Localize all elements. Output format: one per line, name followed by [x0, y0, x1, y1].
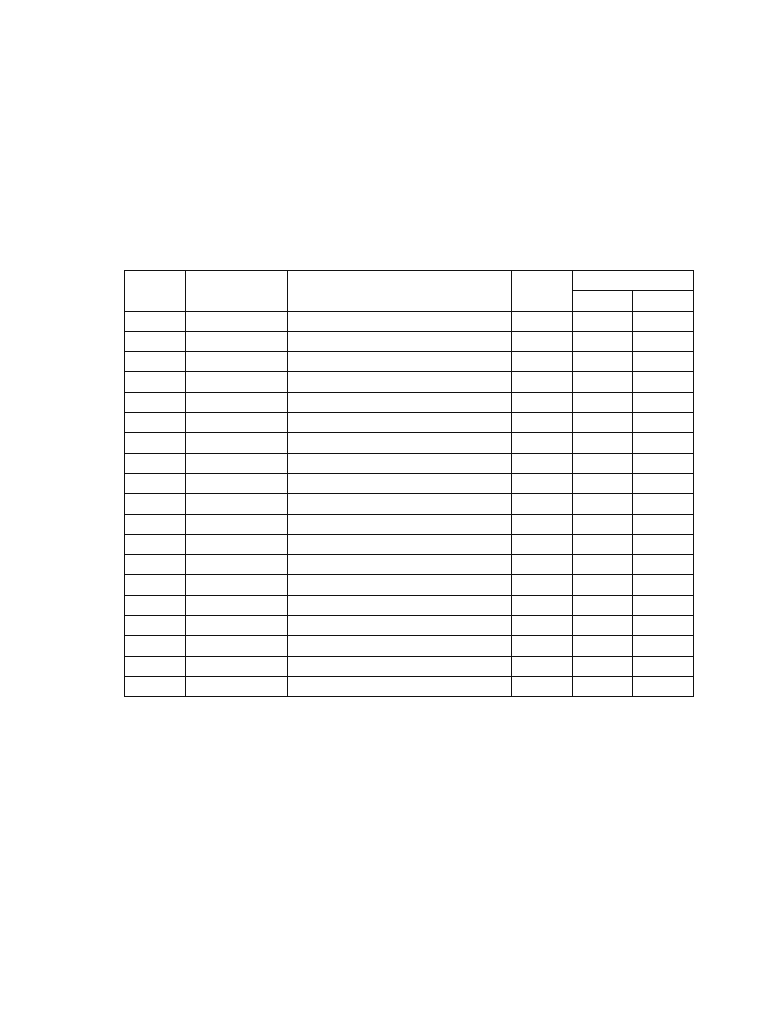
table-row	[125, 656, 694, 676]
cell-no	[125, 494, 186, 514]
cell-ketr	[633, 494, 694, 514]
cell-ketr	[633, 433, 694, 453]
header-no-induk	[186, 271, 288, 312]
cell-nama	[288, 494, 512, 514]
cell-no	[125, 676, 186, 696]
cell-lp	[512, 676, 573, 696]
cell-no-induk	[186, 352, 288, 372]
cell-nama	[288, 616, 512, 636]
cell-nama	[288, 352, 512, 372]
table-row	[125, 636, 694, 656]
cell-pengt	[573, 656, 633, 676]
table-row	[125, 331, 694, 351]
cell-nama	[288, 433, 512, 453]
meta-kkm	[124, 229, 286, 245]
table-row	[125, 514, 694, 534]
header-no	[125, 271, 186, 312]
grades-table	[124, 270, 694, 697]
cell-ketr	[633, 311, 694, 331]
cell-pengt	[573, 595, 633, 615]
cell-lp	[512, 331, 573, 351]
cell-no-induk	[186, 453, 288, 473]
cell-nama	[288, 453, 512, 473]
table-row	[125, 433, 694, 453]
cell-no	[125, 311, 186, 331]
cell-pengt	[573, 473, 633, 493]
cell-pengt	[573, 534, 633, 554]
table-row	[125, 555, 694, 575]
cell-lp	[512, 352, 573, 372]
cell-nama	[288, 676, 512, 696]
cell-no-induk	[186, 514, 288, 534]
header-ketr	[633, 291, 694, 311]
cell-nama	[288, 636, 512, 656]
cell-ketr	[633, 595, 694, 615]
cell-no-induk	[186, 575, 288, 595]
cell-no-induk	[186, 595, 288, 615]
cell-pengt	[573, 392, 633, 412]
cell-no	[125, 413, 186, 433]
cell-ketr	[633, 453, 694, 473]
cell-lp	[512, 555, 573, 575]
cell-no-induk	[186, 473, 288, 493]
cell-no	[125, 616, 186, 636]
table-row	[125, 311, 694, 331]
cell-no-induk	[186, 636, 288, 656]
table-header-row	[125, 271, 694, 291]
cell-ketr	[633, 413, 694, 433]
cell-lp	[512, 311, 573, 331]
cell-nama	[288, 392, 512, 412]
cell-pengt	[573, 352, 633, 372]
cell-no	[125, 555, 186, 575]
cell-ketr	[633, 392, 694, 412]
cell-ketr	[633, 656, 694, 676]
header-nama	[288, 271, 512, 312]
cell-lp	[512, 392, 573, 412]
table-row	[125, 392, 694, 412]
table-row	[125, 352, 694, 372]
cell-no-induk	[186, 392, 288, 412]
cell-pengt	[573, 555, 633, 575]
cell-no	[125, 514, 186, 534]
cell-nama	[288, 534, 512, 554]
cell-ketr	[633, 575, 694, 595]
cell-pengt	[573, 575, 633, 595]
cell-no	[125, 352, 186, 372]
header-pengt	[573, 291, 633, 311]
cell-ketr	[633, 555, 694, 575]
cell-no	[125, 331, 186, 351]
cell-ketr	[633, 372, 694, 392]
cell-no-induk	[186, 676, 288, 696]
cell-no-induk	[186, 656, 288, 676]
cell-pengt	[573, 616, 633, 636]
cell-pengt	[573, 676, 633, 696]
cell-ketr	[633, 616, 694, 636]
cell-no	[125, 372, 186, 392]
cell-nama	[288, 311, 512, 331]
header-lp	[512, 271, 573, 312]
cell-lp	[512, 514, 573, 534]
cell-nama	[288, 656, 512, 676]
cell-no	[125, 595, 186, 615]
cell-no	[125, 575, 186, 595]
cell-lp	[512, 413, 573, 433]
table-row	[125, 616, 694, 636]
cell-lp	[512, 616, 573, 636]
cell-lp	[512, 494, 573, 514]
cell-no	[125, 534, 186, 554]
cell-pengt	[573, 372, 633, 392]
cell-ketr	[633, 676, 694, 696]
meta-subject	[124, 208, 286, 224]
cell-ketr	[633, 473, 694, 493]
cell-no-induk	[186, 534, 288, 554]
table-row	[125, 595, 694, 615]
cell-pengt	[573, 636, 633, 656]
table-row	[125, 372, 694, 392]
cell-pengt	[573, 514, 633, 534]
cell-no	[125, 433, 186, 453]
cell-lp	[512, 433, 573, 453]
header-nilai-rapot	[573, 271, 694, 291]
cell-lp	[512, 372, 573, 392]
table-row	[125, 413, 694, 433]
cell-ketr	[633, 352, 694, 372]
cell-no	[125, 392, 186, 412]
cell-no-induk	[186, 494, 288, 514]
cell-no	[125, 473, 186, 493]
cell-no-induk	[186, 433, 288, 453]
cell-no	[125, 453, 186, 473]
cell-nama	[288, 514, 512, 534]
cell-lp	[512, 636, 573, 656]
table-row	[125, 453, 694, 473]
cell-lp	[512, 595, 573, 615]
cell-nama	[288, 473, 512, 493]
cell-pengt	[573, 311, 633, 331]
cell-lp	[512, 473, 573, 493]
cell-no-induk	[186, 311, 288, 331]
cell-lp	[512, 453, 573, 473]
cell-pengt	[573, 413, 633, 433]
cell-nama	[288, 575, 512, 595]
cell-lp	[512, 656, 573, 676]
cell-pengt	[573, 331, 633, 351]
cell-pengt	[573, 453, 633, 473]
table-row	[125, 676, 694, 696]
cell-no-induk	[186, 616, 288, 636]
cell-nama	[288, 595, 512, 615]
cell-no-induk	[186, 555, 288, 575]
cell-nama	[288, 555, 512, 575]
table-row	[125, 534, 694, 554]
table-row	[125, 575, 694, 595]
cell-nama	[288, 372, 512, 392]
cell-ketr	[633, 331, 694, 351]
table-row	[125, 473, 694, 493]
cell-no-induk	[186, 413, 288, 433]
cell-no-induk	[186, 372, 288, 392]
cell-nama	[288, 331, 512, 351]
cell-no-induk	[186, 331, 288, 351]
cell-lp	[512, 575, 573, 595]
cell-pengt	[573, 494, 633, 514]
cell-lp	[512, 534, 573, 554]
cell-no	[125, 656, 186, 676]
meta-class	[124, 249, 286, 265]
cell-ketr	[633, 636, 694, 656]
cell-ketr	[633, 534, 694, 554]
cell-no	[125, 636, 186, 656]
cell-nama	[288, 413, 512, 433]
cell-ketr	[633, 514, 694, 534]
cell-pengt	[573, 433, 633, 453]
table-row	[125, 494, 694, 514]
